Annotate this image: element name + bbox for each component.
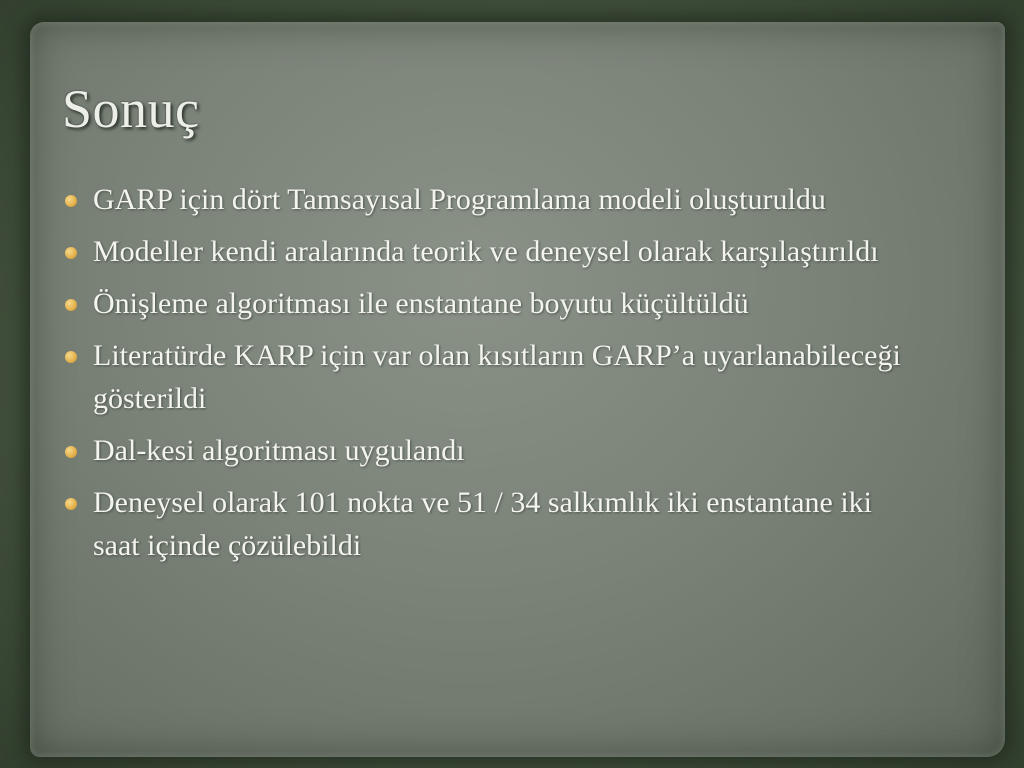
bullet-list (62, 178, 922, 576)
bullet-dot-icon (65, 195, 77, 207)
bullet-text: Literatürde KARP için var olan kısıtların GARP’a uyarlanabileceği gösterildi (93, 339, 901, 415)
bullet-item (62, 481, 922, 567)
bullet-dot-icon (65, 498, 77, 510)
bullet-text: GARP için dört Tamsayısal Programlama modeli oluşturuldu (93, 183, 826, 216)
bullet-item (62, 334, 922, 420)
bullet-text: Deneysel olarak 101 nokta ve 51 / 34 salkımlık iki enstantane iki saat içinde çözülebildi (93, 486, 872, 562)
bullet-item (62, 230, 922, 273)
bullet-text: Modeller kendi aralarında teorik ve deneysel olarak karşılaştırıldı (93, 235, 879, 268)
bullet-item (62, 429, 922, 472)
bullet-text: Dal-kesi algoritması uygulandı (93, 434, 465, 467)
bullet-item (62, 282, 922, 325)
bullet-dot-icon (65, 446, 77, 458)
bullet-dot-icon (65, 299, 77, 311)
slide-title: Sonuç (62, 79, 200, 139)
bullet-dot-icon (65, 247, 77, 259)
bullet-dot-icon (65, 351, 77, 363)
bullet-item (62, 178, 922, 221)
bullet-text: Önişleme algoritması ile enstantane boyutu küçültüldü (93, 287, 749, 320)
